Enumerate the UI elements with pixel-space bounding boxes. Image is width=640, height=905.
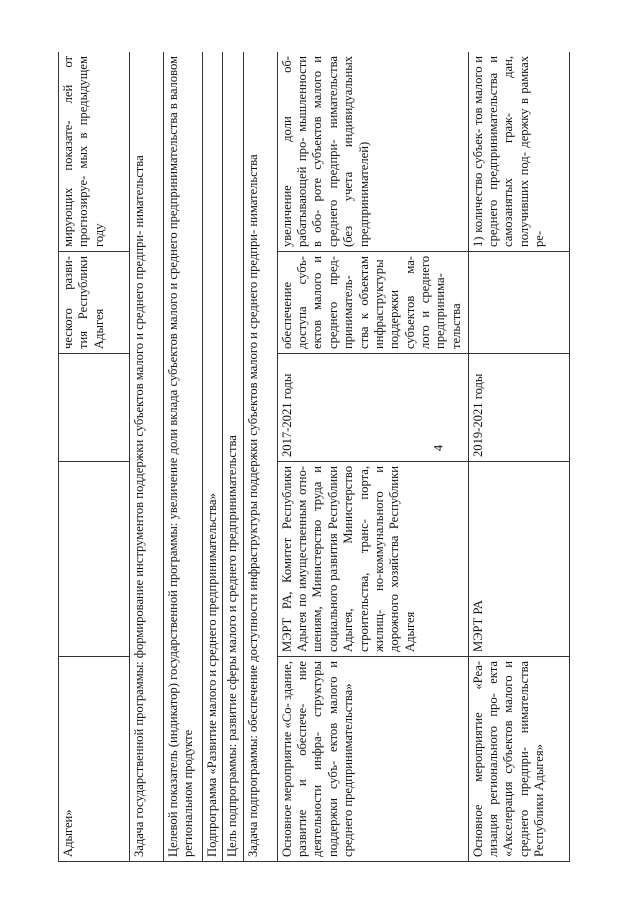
table-row bbox=[203, 52, 223, 862]
main-activity-result: обеспечение доступа субъ- ектов малого и среднего пред- приниматель- ства к объектам инфраструктуры поддержки субъектов ма- лого и среднего предпринима- тельства bbox=[277, 252, 468, 354]
main-activity-period: 2017-2021 годы bbox=[277, 354, 468, 462]
page-number: 4 bbox=[430, 444, 446, 452]
head-cell-3 bbox=[59, 354, 130, 462]
program-task-cell: Задача государственной программы: формирование инструментов поддержки субъектов малого и среднего предпри- нимательства bbox=[130, 52, 164, 862]
target-indicator-cell: Целевой показатель (индикатор) государственной программы: увеличение доли вклада субъектов малого и среднего предпринимательства в валовом региональном продукте bbox=[164, 52, 203, 862]
table-row bbox=[164, 52, 203, 862]
table-sheet bbox=[58, 52, 573, 862]
acceleration-activity-indicator: 1) количество субъек- тов малого и среднего предпринимательства и самозанятых граж- дан, получивших под- держку в рамках ре- bbox=[468, 52, 569, 252]
acceleration-activity-period: 2019-2021 годы bbox=[468, 354, 569, 462]
subprogram-task-cell: Задача подпрограммы: обеспечение доступности инфраструктуры поддержки субъектов малого и среднего предпри- нимательства bbox=[243, 52, 277, 862]
table-row bbox=[468, 52, 569, 862]
head-cell-2 bbox=[59, 462, 130, 657]
rotated-table-wrapper bbox=[58, 52, 573, 862]
table-row bbox=[130, 52, 164, 862]
acceleration-activity-name: Основное мероприятие «Реа- лизация регионального про- екта «Акселерация субъектов малого и среднего предпри- нимательства Республики Адыгея» bbox=[468, 657, 569, 862]
program-table bbox=[58, 52, 570, 862]
head-cell-5: мирующих показате- лей от прогнозируе- мых в предыдущем году bbox=[59, 52, 130, 252]
subprogram-cell: Подпрограмма «Развитие малого и среднего предпринимательства» bbox=[203, 52, 223, 862]
table-row bbox=[277, 52, 468, 862]
main-activity-indicator: увеличение доли об- рабатывающей про- мышленности в обо- роте субъектов малого и среднего предпри- нимательства (без учета индивидуальных предпринимателей) bbox=[277, 52, 468, 252]
main-activity-executors: МЭРТ РА, Комитет Республики Адыгея по имущественным отно- шениям, Министерство труда и социального развития Республики Адыгея, Министерство строительства, транс- порта, жилищ- но-коммунального и дорожного хозяйства Республики Адыгея bbox=[277, 462, 468, 657]
subprogram-goal-cell: Цель подпрограммы: развитие сферы малого и среднего предпринимательства bbox=[223, 52, 243, 862]
acceleration-activity-result bbox=[468, 252, 569, 354]
head-cell-4: ческого разви- тия Республики Адыгея bbox=[59, 252, 130, 354]
main-activity-name: Основное мероприятие «Со- здание, развитие и обеспече- ние деятельности инфра- структуры поддержки субъ- ектов малого и среднего предпринимательства» bbox=[277, 657, 468, 862]
table-row bbox=[59, 52, 130, 862]
table-row bbox=[243, 52, 277, 862]
acceleration-activity-executors: МЭРТ РА bbox=[468, 462, 569, 657]
head-cell-1: Адыгеи» bbox=[59, 657, 130, 862]
table-row bbox=[223, 52, 243, 862]
